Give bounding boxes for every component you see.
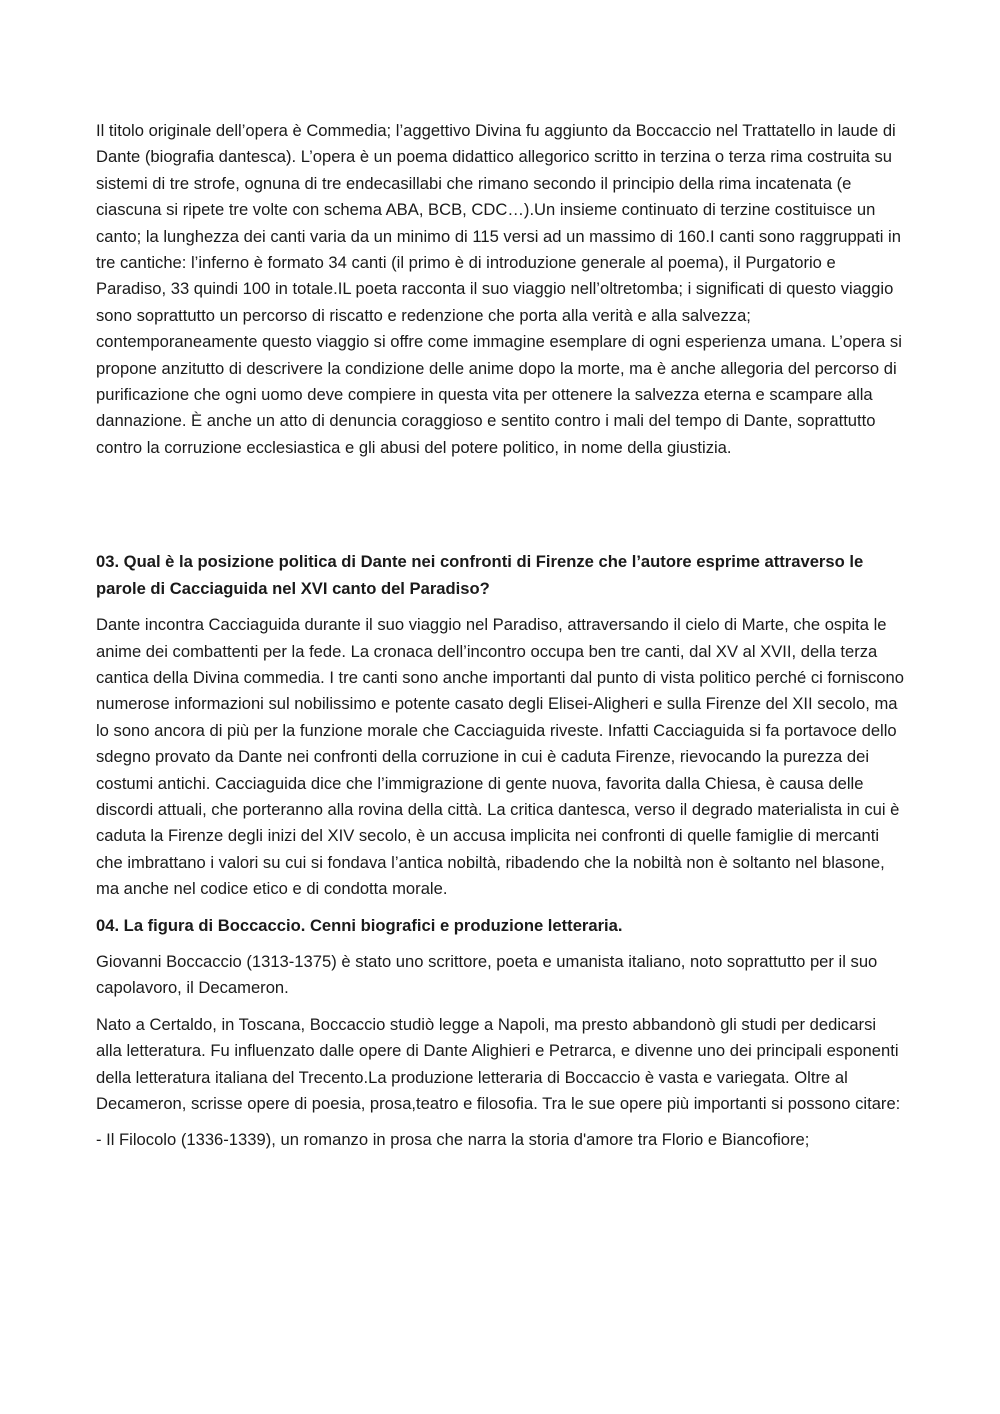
- intro-paragraph: Il titolo originale dell’opera è Commedia; l’aggettivo Divina fu aggiunto da Boccaccio nel Trattatello in laude di Dante (biografia dantesca). L’opera è un poema didattico allegorico scritto in terzina o terza rima costruita su sistemi di tre strofe, ognuna di tre endecasillabi che rimano secondo il principio della rima incatenata (e ciascuna si ripete tre volte con schema ABA, BCB, CDC…).Un insieme continuato di terzine costituisce un canto; la lunghezza dei canti varia da un minimo di 115 versi ad un massimo di 160.I canti sono raggruppati in tre cantiche: l’inferno è formato 34 canti (il primo è di introduzione generale al poema), il Purgatorio e Paradiso, 33 quindi 100 in totale.IL poeta racconta il suo viaggio nell’oltretomba; i significati di questo viaggio sono soprattutto un percorso di riscatto e redenzione che porta alla verità e alla salvezza; contemporaneamente questo viaggio si offre come immagine esemplare di ogni esperienza umana. L’opera si propone anzitutto di descrivere la condizione delle anime dopo la morte, ma è anche allegoria del percorso di purificazione che ogni uomo deve compiere in questa vita per ottenere la salvezza eterna e scampare alla dannazione. È anche un atto di denuncia coraggioso e sentito contro i mali del tempo di Dante, soprattutto contro la corruzione ecclesiastica e gli abusi del potere politico, in nome della giustizia.: [96, 121, 902, 457]
- section-03-paragraph: Dante incontra Cacciaguida durante il suo viaggio nel Paradiso, attraversando il cielo di Marte, che ospita le anime dei combattenti per la fede. La cronaca dell’incontro occupa ben tre canti, dal XV al XVII, della terza cantica della Divina commedia. I tre canti sono anche importanti dal punto di vista politico perché ci forniscono numerose informazioni sul nobilissimo e potente casato degli Elisei-Aligheri e sulla Firenze del XII secolo, ma lo sono ancora di più per la funzione morale che Cacciaguida riveste. Infatti Cacciaguida si fa portavoce dello sdegno provato da Dante nei confronti della corruzione in cui è caduta Firenze, rievocando la purezza dei costumi antichi. Cacciaguida dice che l’immigrazione di gente nuova, favorita dalla Chiesa, è causa delle discordi attuali, che porteranno alla rovina della città. La critica dantesca, verso il degrado materialista in cui è caduta la Firenze degli inizi del XIV secolo, è un accusa implicita nei confronti di quelle famiglie di mercanti che imbrattano i valori su cui si fondava l’antica nobiltà, ribadendo che la nobiltà non è soltanto nel blasone, ma anche nel codice etico e di condotta morale.: [96, 615, 904, 899]
- section-04-heading: 04. La figura di Boccaccio. Cenni biografici e produzione letteraria.: [96, 915, 623, 935]
- document-body: [96, 118, 906, 1154]
- section-04-paragraph-1: Giovanni Boccaccio (1313-1375) è stato uno scrittore, poeta e umanista italiano, noto soprattutto per il suo capolavoro, il Decameron.: [96, 951, 878, 998]
- section-04-paragraph-2: Nato a Certaldo, in Toscana, Boccaccio studiò legge a Napoli, ma presto abbandonò gli studi per dedicarsi alla letteratura. Fu influenzato dalle opere di Dante Alighieri e Petrarca, e divenne uno dei principali esponenti della letteratura italiana del Trecento.La produzione letteraria di Boccaccio è vasta e variegata. Oltre al Decameron, scrisse opere di poesia, prosa,teatro e filosofia. Tra le sue opere più importanti si possono citare:: [96, 1014, 901, 1113]
- section-03-heading: 03. Qual è la posizione politica di Dante nei confronti di Firenze che l’autore esprime attraverso le parole di Cacciaguida nel XVI canto del Paradiso?: [96, 552, 864, 598]
- list-item: - Il Filocolo (1336-1339), un romanzo in prosa che narra la storia d'amore tra Florio e Biancofiore;: [96, 1130, 810, 1150]
